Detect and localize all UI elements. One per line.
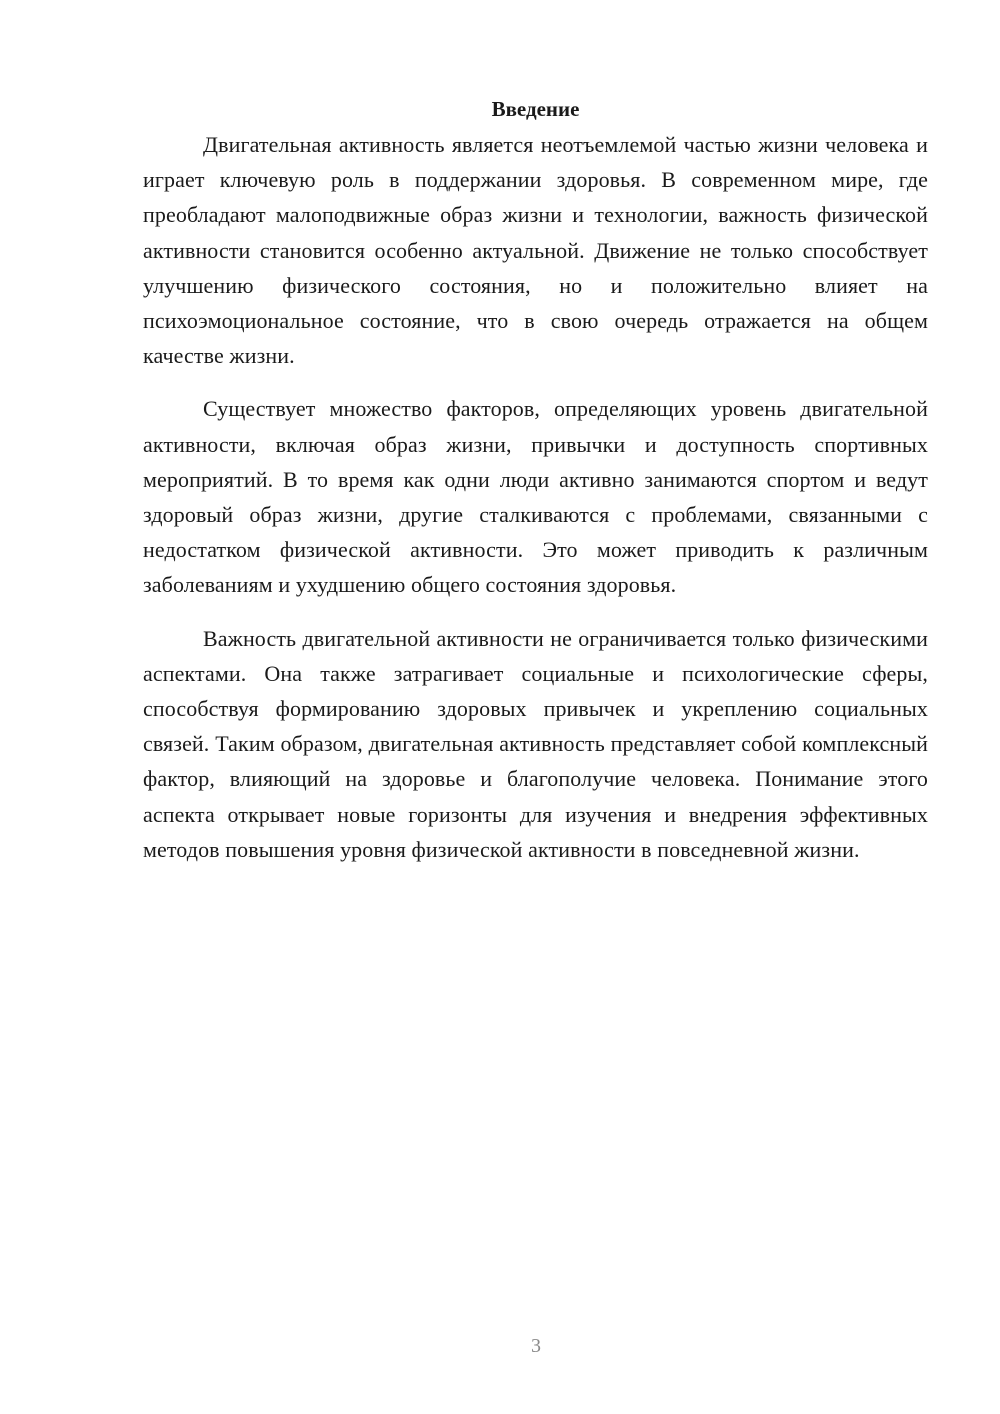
document-body <box>143 92 928 867</box>
paragraph-1: Двигательная активность является неотъемлемой частью жизни человека и играет ключевую роль в поддержании здоровья. В современном мире, где преобладают малоподвижные образ жизни и технологии, важность физической активности становится особенно актуальной. Движение не только способствует улучшению физического состояния, но и положительно влияет на психоэмоциональное состояние, что в свою очередь отражается на общем качестве жизни. <box>143 132 928 369</box>
paragraph-3: Важность двигательной активности не ограничивается только физическими аспектами. Она также затрагивает социальные и психологические сферы, способствуя формированию здоровых привычек и укреплению социальных связей. Таким образом, двигательная активность представляет собой комплексный фактор, влияющий на здоровье и благополучие человека. Понимание этого аспекта открывает новые горизонты для изучения и внедрения эффективных методов повышения уровня физической активности в повседневной жизни. <box>143 625 928 862</box>
page-number: 3 <box>531 1335 541 1357</box>
paragraph-2: Существует множество факторов, определяющих уровень двигательной активности, включая образ жизни, привычки и доступность спортивных мероприятий. В то время как одни люди активно занимаются спортом и ведут здоровый образ жизни, другие сталкиваются с проблемами, связанными с недостатком физической активности. Это может приводить к различным заболеваниям и ухудшению общего состояния здоровья. <box>143 396 928 598</box>
page-title: Введение <box>491 97 580 121</box>
